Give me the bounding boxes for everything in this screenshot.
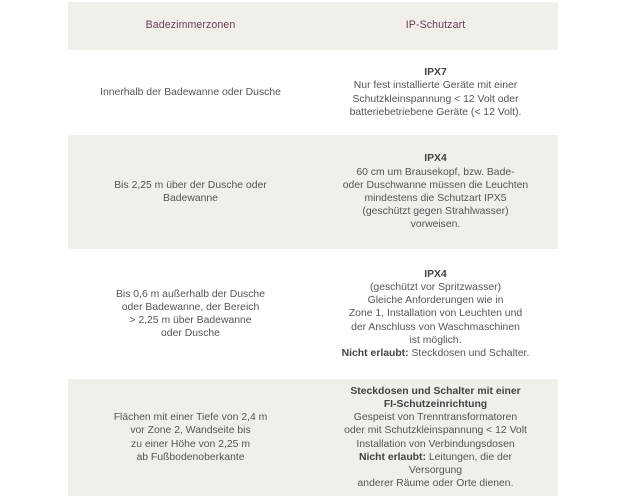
- ip-text: Schutzkleinspannung < 12 Volt oder: [352, 93, 519, 105]
- zone-text: Badewanne: [163, 193, 218, 204]
- zone-text: oder Badewanne, der Bereich: [121, 301, 260, 313]
- ip-text: oder Duschwanne müssen die Leuchten: [342, 179, 529, 191]
- ip-text: Versorgung: [408, 464, 463, 476]
- zone-text: ab Fußbodenoberkante: [136, 451, 245, 463]
- ip-text: oder mit Schutzkleinspannung < 12 Volt: [344, 425, 527, 437]
- ip-cell: [313, 50, 558, 135]
- ip-text: Gespeist von Trenntransformatoren: [353, 412, 518, 424]
- table-header-row: [68, 2, 558, 50]
- ip-text: mindestens die Schutzart IPX5: [364, 193, 507, 204]
- zone-text: oder Dusche: [161, 328, 220, 340]
- not-allowed-label: Nicht erlaubt:: [341, 348, 409, 359]
- ip-text: ist möglich.: [409, 334, 462, 346]
- header-zones: Badezimmerzonen: [145, 19, 236, 32]
- zone-text: > 2,25 m über Badewanne: [129, 315, 252, 326]
- table-row: [68, 249, 558, 379]
- ip-text: der Anschluss von Waschmaschinen: [351, 321, 520, 333]
- not-allowed-line: [342, 347, 530, 360]
- zone-text: Flächen mit einer Tiefe von 2,4 m: [113, 412, 268, 424]
- zone-cell: [68, 50, 313, 135]
- ip-text: Zone 1, Installation von Leuchten und: [348, 308, 523, 320]
- table-row: [68, 135, 558, 249]
- zone-cell: [68, 379, 313, 496]
- zone-text: Bis 0,6 m außerhalb der Dusche: [115, 288, 265, 300]
- table-row: [68, 379, 558, 496]
- zone-text: vor Zone 2, Wandseite bis: [130, 425, 251, 437]
- not-allowed-text: Leitungen, die der: [425, 451, 513, 463]
- zone-text: Innerhalb der Badewanne oder Dusche: [100, 86, 281, 98]
- not-allowed-text: Steckdosen und Schalter.: [408, 348, 530, 359]
- zone-cell: [68, 249, 313, 379]
- ip-text: (geschützt vor Spritzwasser): [369, 281, 502, 293]
- ip-heading: Steckdosen und Schalter mit einer: [350, 385, 521, 397]
- ip-cell: [313, 379, 558, 496]
- zone-cell: [68, 135, 313, 249]
- ip-cell: [313, 135, 558, 249]
- ip-rating: IPX4: [424, 153, 447, 165]
- ip-text: Installation von Verbindungsdosen: [356, 438, 515, 450]
- zone-text: Bis 2,25 m über der Dusche oder: [114, 179, 267, 191]
- header-ip-rating: IP-Schutzart: [405, 19, 466, 32]
- table-row: [68, 50, 558, 135]
- ip-text: 60 cm um Brausekopf, bzw. Bade-: [356, 166, 515, 178]
- zone-text: zu einer Höhe von 2,25 m: [131, 438, 250, 450]
- not-allowed-label: Nicht erlaubt:: [358, 451, 426, 463]
- ip-cell: [313, 249, 558, 379]
- ip-rating: IPX7: [424, 67, 447, 79]
- ip-text: batteriebetriebene Geräte (< 12 Volt).: [349, 106, 522, 118]
- ip-text: Nur fest installierte Geräte mit einer: [353, 80, 518, 92]
- not-allowed-line: [344, 451, 527, 464]
- ip-text: Gleiche Anforderungen wie in: [367, 295, 504, 307]
- ip-text: vorweisen.: [410, 219, 461, 231]
- ip-text: anderer Räume oder Orte dienen.: [357, 478, 514, 490]
- ip-heading: FI-Schutzeinrichtung: [383, 398, 488, 410]
- ip-rating: IPX4: [424, 268, 447, 280]
- zones-table: [68, 2, 558, 496]
- ip-text: (geschützt gegen Strahlwasser): [362, 206, 509, 218]
